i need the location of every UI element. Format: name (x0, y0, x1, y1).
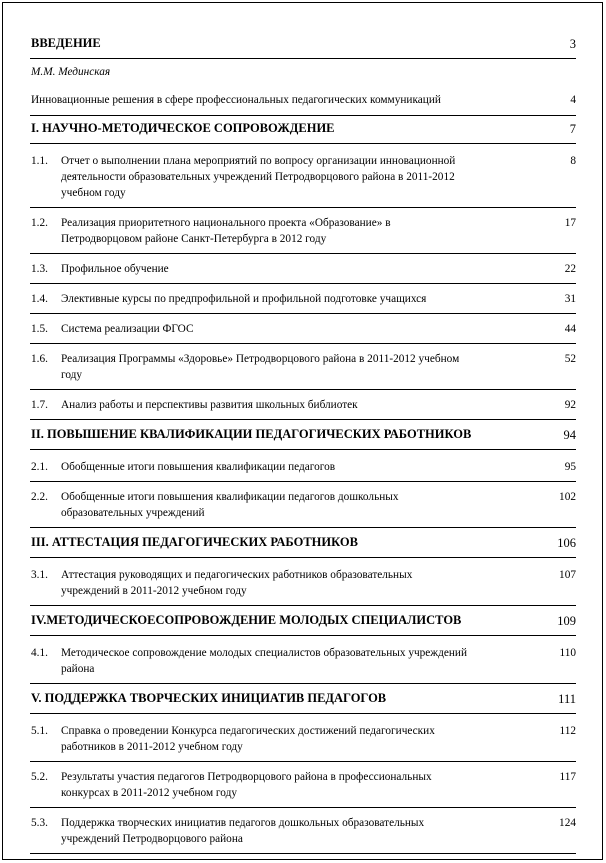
item-title-line: района (61, 663, 95, 675)
section-title: III. АТТЕСТАЦИЯ ПЕДАГОГИЧЕСКИХ РАБОТНИКОВ (31, 535, 358, 549)
divider (30, 605, 576, 606)
divider (30, 115, 576, 116)
item-title-line: Реализация Программы «Здоровье» Петродворцового района в 2011-2012 учебном (61, 353, 460, 365)
item-page: 112 (559, 725, 576, 737)
item-page: 17 (564, 217, 576, 229)
section-page: 109 (557, 614, 576, 628)
section-page: 106 (557, 536, 576, 550)
intro-author: М.М. Мединская (31, 66, 111, 78)
item-page: 107 (559, 569, 576, 581)
section-title: I. НАУЧНО-МЕТОДИЧЕСКОЕ СОПРОВОЖДЕНИЕ (31, 121, 335, 135)
item-number: 1.3. (31, 263, 48, 275)
item-number: 2.2. (31, 491, 48, 503)
item-number: 1.4. (31, 293, 48, 305)
item-title-line: Методическое сопровождение молодых специалистов образовательных учреждений (61, 647, 468, 659)
divider (30, 313, 576, 314)
divider (30, 143, 576, 144)
item-page: 110 (559, 647, 576, 659)
divider (30, 253, 576, 254)
item-page: 92 (564, 399, 576, 411)
item-number: 1.7. (31, 399, 48, 411)
section-page: 94 (563, 428, 576, 442)
divider (30, 527, 576, 528)
divider (30, 58, 576, 59)
divider (30, 481, 576, 482)
item-number: 5.3. (31, 817, 48, 829)
item-title-line: Петродворцовом районе Санкт-Петербурга в 2012 году (61, 233, 327, 245)
divider (30, 389, 576, 390)
item-number: 3.1. (31, 569, 48, 581)
item-title-line: учебном году (61, 187, 126, 199)
item-title-line: работников в 2011-2012 учебном году (61, 741, 243, 753)
divider (30, 683, 576, 684)
section-page: 111 (558, 692, 576, 706)
item-number: 4.1. (31, 647, 48, 659)
divider (30, 713, 576, 714)
section-title: II. ПОВЫШЕНИЕ КВАЛИФИКАЦИИ ПЕДАГОГИЧЕСКИХ РАБОТНИКОВ (31, 427, 472, 441)
section-page: 7 (569, 122, 576, 136)
item-number: 5.2. (31, 771, 48, 783)
item-title-line: Обобщенные итоги повышения квалификации педагогов дошкольных (61, 491, 399, 503)
item-title-line: деятельности образовательных учреждений Петродворцового района в 2011-2012 (61, 171, 455, 183)
item-page: 44 (564, 323, 576, 335)
item-page: 95 (564, 461, 576, 473)
item-page: 31 (564, 293, 576, 305)
item-title-line: Результаты участия педагогов Петродворцового района в профессиональных (61, 771, 432, 783)
item-page: 22 (564, 263, 576, 275)
divider (30, 343, 576, 344)
intro-title: ВВЕДЕНИЕ (31, 36, 101, 50)
item-number: 2.1. (31, 461, 48, 473)
item-title-line: учреждений в 2011-2012 учебном году (61, 585, 247, 597)
item-title-line: конкурсах в 2011-2012 учебном году (61, 787, 238, 799)
divider (30, 283, 576, 284)
divider (30, 207, 576, 208)
item-page: 52 (564, 353, 576, 365)
item-title-line: Реализация приоритетного национального проекта «Образование» в (61, 217, 391, 229)
item-title-line: Аттестация руководящих и педагогических работников образовательных (61, 569, 413, 581)
divider (30, 761, 576, 762)
item-title-line: Обобщенные итоги повышения квалификации педагогов (61, 461, 336, 473)
item-title-line: Поддержка творческих инициатив педагогов дошкольных образовательных (61, 817, 425, 829)
item-page: 117 (559, 771, 576, 783)
intro-item-page: 4 (570, 94, 576, 106)
divider (30, 635, 576, 636)
intro-item-title: Инновационные решения в сфере профессиональных педагогических коммуникаций (31, 94, 441, 106)
divider (30, 419, 576, 420)
item-number: 1.5. (31, 323, 48, 335)
section-title: V. ПОДДЕРЖКА ТВОРЧЕСКИХ ИНИЦИАТИВ ПЕДАГОГОВ (31, 691, 387, 705)
divider (30, 807, 576, 808)
item-page: 8 (570, 155, 576, 167)
divider (30, 449, 576, 450)
item-number: 1.6. (31, 353, 48, 365)
item-number: 1.1. (31, 155, 48, 167)
item-page: 124 (559, 817, 576, 829)
item-title-line: Анализ работы и перспективы развития школьных библиотек (61, 399, 358, 411)
item-number: 1.2. (31, 217, 48, 229)
item-title-line: Элективные курсы по предпрофильной и профильной подготовке учащихся (61, 293, 427, 305)
divider (30, 557, 576, 558)
section-title: IV.МЕТОДИЧЕСКОЕСОПРОВОЖДЕНИЕ МОЛОДЫХ СПЕЦИАЛИСТОВ (31, 613, 462, 627)
item-title-line: учреждений Петродворцового района (61, 833, 243, 845)
item-title-line: Отчет о выполнении плана мероприятий по вопросу организации инновационной (61, 155, 456, 167)
item-title-line: образовательных учреждений (61, 507, 205, 519)
item-page: 102 (559, 491, 576, 503)
item-title-line: году (61, 369, 83, 381)
item-title-line: Система реализации ФГОС (61, 323, 194, 335)
intro-page: 3 (569, 37, 576, 51)
item-title-line: Справка о проведении Конкурса педагогических достижений педагогических (61, 725, 435, 737)
item-title-line: Профильное обучение (61, 263, 169, 275)
divider (30, 853, 576, 854)
item-number: 5.1. (31, 725, 48, 737)
